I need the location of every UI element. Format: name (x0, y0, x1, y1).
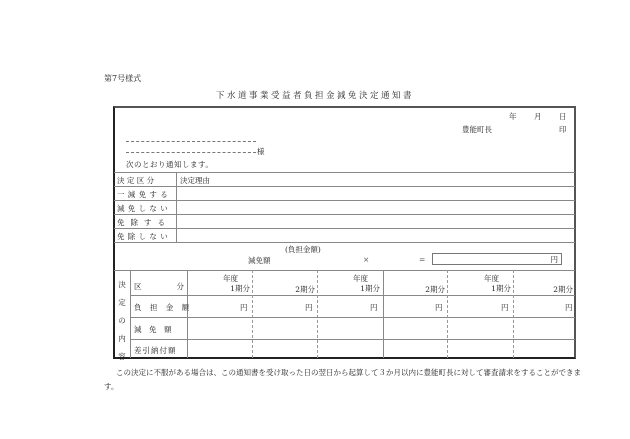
category-label: 区 分 (134, 282, 184, 291)
decision-option-exempt[interactable]: 免除する (117, 218, 171, 227)
date-month-label: 月 (534, 112, 542, 121)
burden-cell-1[interactable]: 円 (240, 303, 248, 312)
column-header-4: 2期分 (425, 285, 445, 294)
address-line[interactable] (126, 141, 256, 142)
intro-text: 次のとおり通知します。 (126, 160, 214, 169)
seal-mark: 印 (559, 125, 567, 134)
reduction-amount-field[interactable] (432, 253, 562, 265)
column-header-6: 2期分 (553, 285, 573, 294)
decision-content-side-label: 決 定 の 内 容 (118, 280, 126, 361)
addressee-line[interactable] (126, 152, 256, 153)
column-header-5: 年度 1期分 (484, 274, 511, 293)
calc-reduction-label: 減免額 (248, 256, 271, 265)
column-header-3: 年度 1期分 (353, 274, 380, 293)
document-title: 下水道事業受益者負担金減免決定通知書 (215, 91, 414, 101)
burden-cell-6[interactable]: 円 (565, 303, 573, 312)
notice-form (113, 106, 576, 359)
row-label-burden: 負 担 金 額 (134, 303, 193, 312)
times-sign: × (363, 255, 370, 264)
burden-cell-3[interactable]: 円 (370, 303, 378, 312)
burden-cell-2[interactable]: 円 (305, 303, 313, 312)
burden-cell-5[interactable]: 円 (501, 303, 509, 312)
form-number: 第7号様式 (104, 74, 142, 83)
decision-option-no-exempt[interactable]: 免除しない (117, 232, 171, 241)
row-label-net-payment: 差引納付額 (134, 346, 177, 355)
date-day-label: 日 (559, 112, 567, 121)
appeal-notice: この決定に不服がある場合は、この通知書を受け取った日の翌日から起算して３か月以内に豊能町長に対して審査請求をすることができます。 (104, 368, 581, 391)
issuer-name: 豊能町長 (462, 125, 492, 134)
row-label-reduction: 減 免 額 (134, 325, 172, 334)
calc-burden-label: (負担金額) (285, 245, 321, 254)
decision-category-header: 決 定 区 分 (117, 176, 155, 185)
decision-reason-header: 決定理由 (180, 176, 210, 185)
yen-unit: 円 (550, 255, 558, 264)
column-header-1: 年度 1期分 (223, 274, 250, 293)
decision-option-no-reduce[interactable]: 減免しない (117, 204, 171, 213)
decision-option-reduce[interactable]: 一減免する (117, 190, 171, 199)
date-year-label: 年 (509, 112, 517, 121)
burden-cell-4[interactable]: 円 (435, 303, 443, 312)
column-header-2: 2期分 (295, 285, 315, 294)
addressee-suffix: 様 (257, 147, 265, 156)
equals-sign: = (419, 255, 426, 264)
